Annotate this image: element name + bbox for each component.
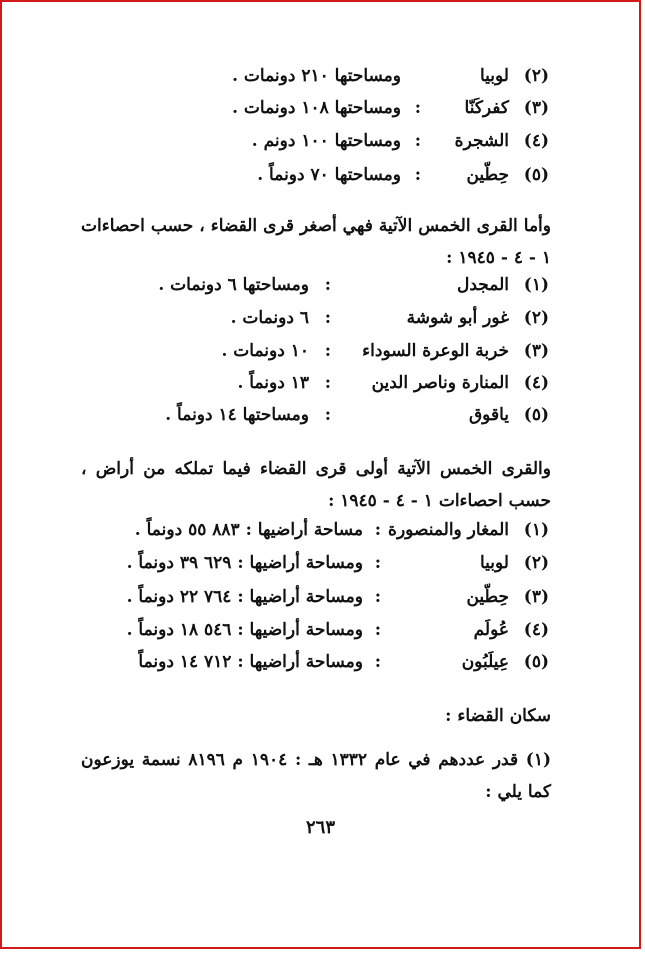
list-item xyxy=(79,341,549,371)
separator: : xyxy=(324,405,331,425)
list-item xyxy=(79,131,549,161)
list-item xyxy=(79,275,549,305)
item-number: (٢) xyxy=(523,66,549,86)
separator: : xyxy=(414,165,421,185)
item-number: (٥) xyxy=(523,165,549,185)
area-description: ومساحتها ١٠٠ دونم . xyxy=(251,131,401,151)
village-name: عُولَم xyxy=(473,620,509,640)
area-description: ومساحة أراضيها : ٧٦٤ ٢٢ دونماً . xyxy=(126,587,363,607)
item-number: (١) xyxy=(523,520,549,540)
area-description: ومساحتها ١٤ دونماً . xyxy=(165,405,309,425)
list-item xyxy=(79,308,549,338)
separator: : xyxy=(324,373,331,393)
village-name: ياقوق xyxy=(468,405,509,425)
area-description: ومساحتها ٢١٠ دونمات . xyxy=(232,66,401,86)
separator: : xyxy=(374,652,381,672)
village-name: حِطّين xyxy=(466,587,509,607)
list-item xyxy=(79,652,549,682)
area-description: ١٣ دونماً . xyxy=(237,373,309,393)
item-number: (٣) xyxy=(523,587,549,607)
separator: : xyxy=(414,98,421,118)
page-number: ٢٦٣ xyxy=(305,817,335,838)
village-name: المجدل xyxy=(457,275,509,295)
area-description: ومساحة أراضيها : ٧١٢ ١٤ دونماً xyxy=(138,652,363,672)
list-item xyxy=(79,98,549,128)
list-item xyxy=(79,373,549,403)
item-number: (٤) xyxy=(523,373,549,393)
item-number: (٤) xyxy=(523,131,549,151)
separator: : xyxy=(324,341,331,361)
list-item xyxy=(79,553,549,583)
separator: : xyxy=(374,520,381,540)
village-name: خربة الوعرة السوداء xyxy=(362,341,509,361)
village-name: عِيلَبُون xyxy=(461,652,509,672)
area-description: ومساحتها ١٠٨ دونمات . xyxy=(232,98,401,118)
item-number: (٣) xyxy=(523,98,549,118)
village-name: لوبيا xyxy=(479,66,509,86)
item-number: (٣) xyxy=(523,341,549,361)
village-name: لوبيا xyxy=(479,553,509,573)
page-content xyxy=(2,2,639,947)
separator: : xyxy=(414,131,421,151)
section-heading: سكان القضاء : xyxy=(445,706,551,726)
list-item xyxy=(79,165,549,195)
item-number: (٤) xyxy=(523,620,549,640)
area-description: ومساحة أراضيها : ٦٢٩ ٣٩ دونماً . xyxy=(126,553,363,573)
area-description: ومساحتها ٧٠ دونماً . xyxy=(257,165,401,185)
item-number: (٢) xyxy=(523,308,549,328)
item-number: (٢) xyxy=(523,553,549,573)
area-description: ومساحتها ٦ دونمات . xyxy=(158,275,309,295)
list-item xyxy=(79,620,549,650)
list-item xyxy=(79,520,549,550)
village-name: الشجرة xyxy=(454,131,509,151)
separator: : xyxy=(374,553,381,573)
paragraph: (١) قدر عددهم في عام ١٣٣٢ هـ : ١٩٠٤ م ٨١٩٦ نسمة يوزعون كما يلي : xyxy=(81,750,551,802)
area-description: ١٠ دونمات . xyxy=(221,341,309,361)
item-number: (١) xyxy=(523,275,549,295)
separator: : xyxy=(324,308,331,328)
separator: : xyxy=(324,275,331,295)
village-name: المغار والمنصورة xyxy=(388,520,509,540)
area-description: ٦ دونمات . xyxy=(230,308,309,328)
village-name: كفركَنّا xyxy=(464,98,509,118)
list-item xyxy=(79,587,549,617)
item-number: (٥) xyxy=(523,405,549,425)
village-name: غور أبو شوشة xyxy=(406,308,509,328)
list-item xyxy=(79,66,549,96)
area-description: مساحة أراضيها : ٨٨٣ ٥٥ دونماً . xyxy=(134,520,363,540)
list-item xyxy=(79,405,549,435)
separator: : xyxy=(374,587,381,607)
village-name: حِطّين xyxy=(466,165,509,185)
village-name: المنارة وناصر الدين xyxy=(371,373,509,393)
paragraph: وأما القرى الخمس الآتية فهي أصغر قرى القضاء ، حسب احصاءات ١ - ٤ - ١٩٤٥ : xyxy=(81,216,551,268)
area-description: ومساحة أراضيها : ٥٤٦ ١٨ دونماً . xyxy=(126,620,363,640)
item-number: (٥) xyxy=(523,652,549,672)
paragraph: والقرى الخمس الآتية أولى قرى القضاء فيما تملكه من أراض ، حسب احصاءات ١ - ٤ - ١٩٤٥ : xyxy=(81,459,551,511)
separator: : xyxy=(374,620,381,640)
